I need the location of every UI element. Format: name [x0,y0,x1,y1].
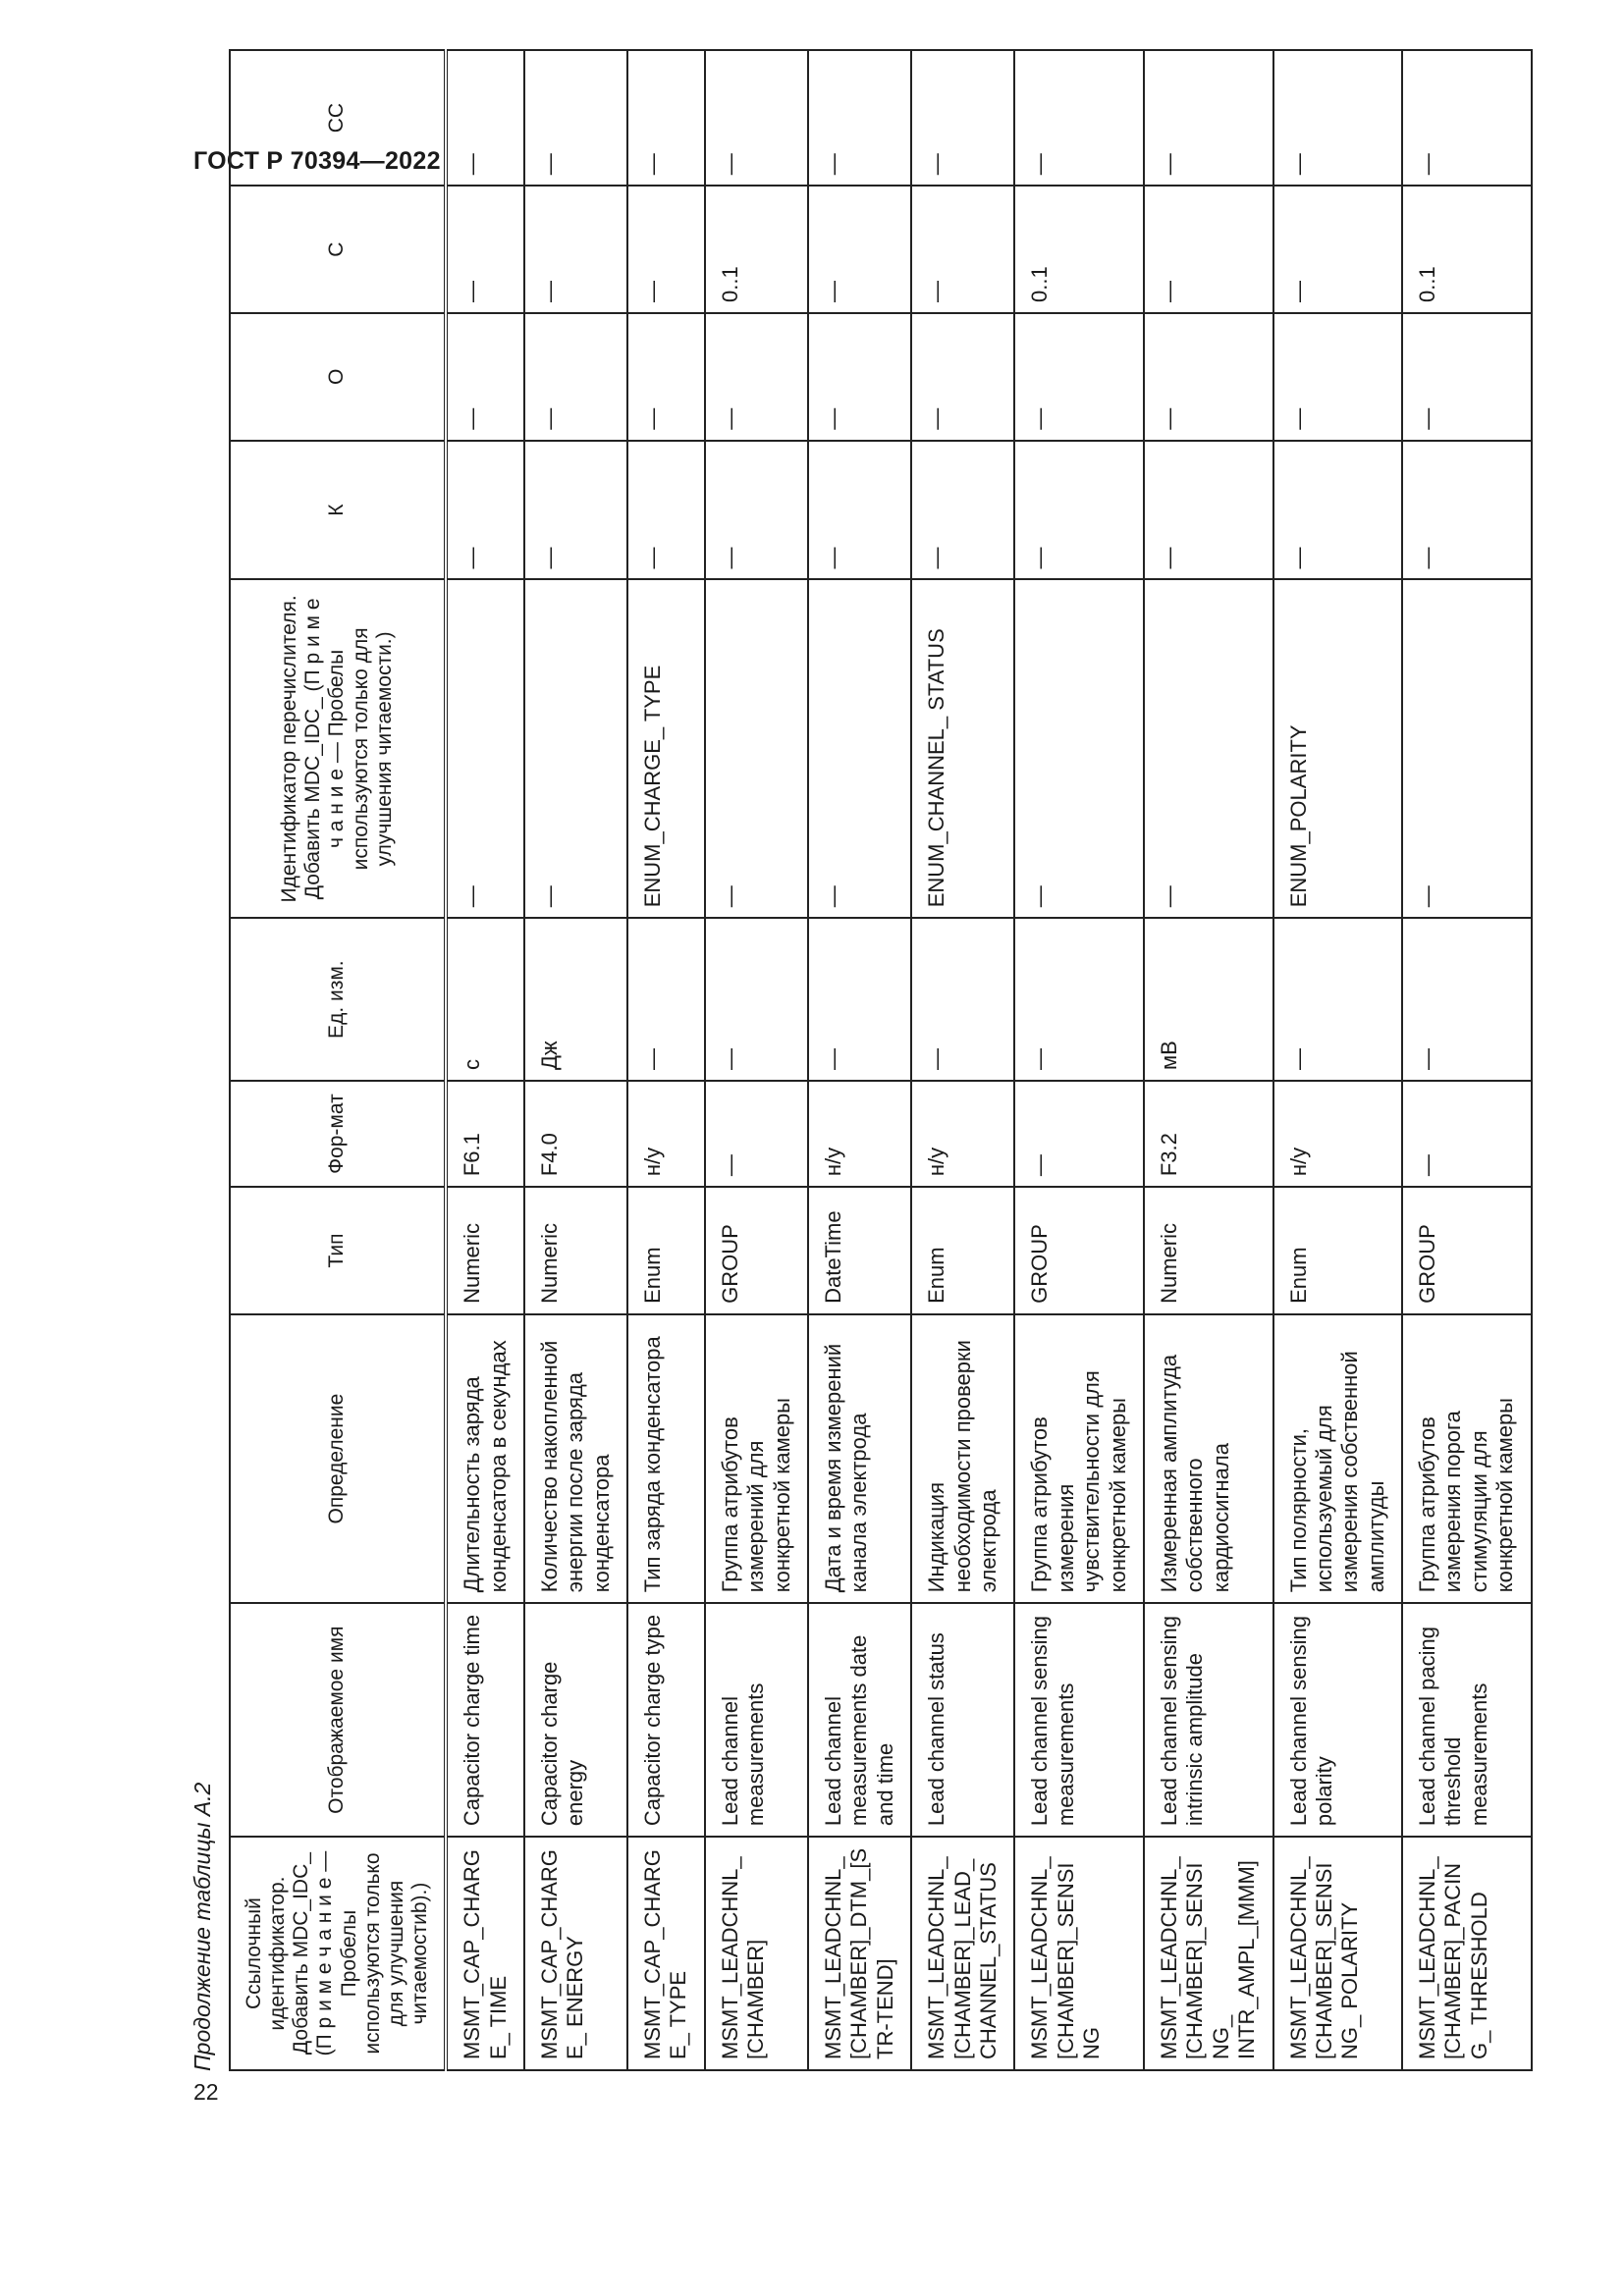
table-row [627,50,705,2070]
cell-format: — [1402,1081,1532,1187]
cell-ref-id: MSMT_LEADCHNL_ [CHAMBER]_SENSING_ POLARITY [1273,1837,1403,2070]
cell-ref-id: MSMT_LEADCHNL_ [CHAMBER]_LEAD_ CHANNEL_STATUS [911,1837,1014,2070]
cell-display-name: Lead channel status [911,1603,1014,1837]
cell-unit: — [911,918,1014,1081]
cell-format: F3.2 [1144,1081,1273,1187]
cell-enum-id: — [808,579,911,918]
cell-type: DateTime [808,1187,911,1314]
header-type: Тип [230,1187,446,1314]
cell-ref-id: MSMT_CAP_CHARGE_ ENERGY [524,1837,627,2070]
table-row [1014,50,1144,2070]
cell-enum-id: — [1144,579,1273,918]
cell-cc: — [1144,50,1273,186]
cell-cc: — [1273,50,1403,186]
cell-o: — [1402,313,1532,441]
cell-format: F4.0 [524,1081,627,1187]
cell-c: — [446,186,524,313]
cell-k: — [1402,441,1532,580]
cell-k: — [911,441,1014,580]
cell-unit: — [1014,918,1144,1081]
cell-display-name: Lead channel sensing polarity [1273,1603,1403,1837]
header-enum-id: Идентификатор перечислителя. Добавить MDC_IDC_ (П р и м е ч а н и е — Пробелы используются только для улучшения читаемости.) [230,579,446,918]
cell-k: — [627,441,705,580]
cell-unit: с [446,918,524,1081]
table-row [1144,50,1273,2070]
cell-c: — [524,186,627,313]
cell-ref-id: MSMT_LEADCHNL_ [CHAMBER]_SENSING_ INTR_AMPL_[MMM] [1144,1837,1273,2070]
cell-ref-id: MSMT_CAP_CHARGE_ TYPE [627,1837,705,2070]
cell-o: — [446,313,524,441]
cell-type: GROUP [1402,1187,1532,1314]
table-row [911,50,1014,2070]
cell-enum-id: — [446,579,524,918]
cell-k: — [446,441,524,580]
table-row [808,50,911,2070]
cell-unit: — [1402,918,1532,1081]
cell-display-name: Lead channel pacing threshold measurements [1402,1603,1532,1837]
cell-ref-id: MSMT_LEADCHNL_ [CHAMBER]_PACING_ THRESHOLD [1402,1837,1532,2070]
header-ref-id: Ссылочный идентификатор. Добавить MDC_IDC_ (П р и м е ч а н и е — Пробелы используются только для улучшения читаемостиb).) [230,1837,446,2070]
cell-o: — [911,313,1014,441]
cell-type: Numeric [1144,1187,1273,1314]
cell-c: — [911,186,1014,313]
header-definition: Определение [230,1314,446,1603]
cell-definition: Группа атрибутов измерений для конкретной камеры [705,1314,808,1603]
cell-k: — [705,441,808,580]
cell-unit: Дж [524,918,627,1081]
cell-format: н/у [911,1081,1014,1187]
table-row [705,50,808,2070]
table-row [524,50,627,2070]
header-unit: Ед. изм. [230,918,446,1081]
cell-display-name: Capacitor charge energy [524,1603,627,1837]
cell-o: — [627,313,705,441]
cell-c: — [1144,186,1273,313]
cell-display-name: Lead channel measurements [705,1603,808,1837]
cell-o: — [1014,313,1144,441]
cell-type: GROUP [705,1187,808,1314]
cell-unit: — [1273,918,1403,1081]
cell-cc: — [446,50,524,186]
cell-definition: Группа атрибутов измерения порога стимуляции для конкретной камеры [1402,1314,1532,1603]
cell-cc: — [808,50,911,186]
rotated-table-block [180,49,1518,2071]
cell-o: — [1144,313,1273,441]
cell-type: Enum [1273,1187,1403,1314]
cell-type: GROUP [1014,1187,1144,1314]
table-caption: Продолжение таблицы А.2 [189,1782,215,2071]
cell-k: — [524,441,627,580]
cell-definition: Индикация необходимости проверки электрода [911,1314,1014,1603]
cell-display-name: Lead channel measurements date and time [808,1603,911,1837]
cell-definition: Дата и время измерений канала электрода [808,1314,911,1603]
cell-display-name: Lead channel sensing measurements [1014,1603,1144,1837]
cell-ref-id: MSMT_LEADCHNL_ [CHAMBER]_SENSING [1014,1837,1144,2070]
data-table [229,49,1533,2071]
cell-format: н/у [808,1081,911,1187]
cell-enum-id: ENUM_CHARGE_ TYPE [627,579,705,918]
table-row [1402,50,1532,2070]
cell-definition: Тип заряда конденсатора [627,1314,705,1603]
cell-enum-id: ENUM_CHANNEL_ STATUS [911,579,1014,918]
cell-ref-id: MSMT_LEADCHNL_ [CHAMBER]_DTM_[STR-TEND] [808,1837,911,2070]
cell-unit: мВ [1144,918,1273,1081]
cell-format: — [705,1081,808,1187]
cell-definition: Группа атрибутов измерения чувствительности для конкретной камеры [1014,1314,1144,1603]
cell-o: — [1273,313,1403,441]
header-c: С [230,186,446,313]
cell-unit: — [627,918,705,1081]
cell-c: — [627,186,705,313]
cell-c: — [808,186,911,313]
cell-cc: — [627,50,705,186]
cell-ref-id: MSMT_CAP_CHARGE_ TIME [446,1837,524,2070]
cell-o: — [705,313,808,441]
cell-c: 0..1 [1014,186,1144,313]
cell-cc: — [911,50,1014,186]
cell-definition: Тип полярности, используемый для измерения собственной амплитуды [1273,1314,1403,1603]
cell-enum-id: — [705,579,808,918]
cell-o: — [524,313,627,441]
cell-definition: Длительность заряда конденсатора в секундах [446,1314,524,1603]
cell-k: — [1144,441,1273,580]
cell-cc: — [1402,50,1532,186]
cell-unit: — [705,918,808,1081]
cell-definition: Измеренная амплитуда собственного кардиосигнала [1144,1314,1273,1603]
cell-format: F6.1 [446,1081,524,1187]
cell-display-name: Lead channel sensing intrinsic amplitude [1144,1603,1273,1837]
standard-header: ГОСТ Р 70394—2022 [193,147,441,175]
header-k: К [230,441,446,580]
cell-type: Numeric [524,1187,627,1314]
table-header-row [230,50,446,2070]
cell-o: — [808,313,911,441]
cell-k: — [808,441,911,580]
cell-definition: Количество накопленной энергии после заряда конденсатора [524,1314,627,1603]
cell-enum-id: — [1402,579,1532,918]
cell-format: — [1014,1081,1144,1187]
cell-c: 0..1 [1402,186,1532,313]
header-cc: СС [230,50,446,186]
cell-k: — [1273,441,1403,580]
cell-k: — [1014,441,1144,580]
cell-display-name: Capacitor charge time [446,1603,524,1837]
header-display-name: Отображаемое имя [230,1603,446,1837]
cell-enum-id: — [1014,579,1144,918]
cell-c: — [1273,186,1403,313]
cell-enum-id: ENUM_POLARITY [1273,579,1403,918]
cell-ref-id: MSMT_LEADCHNL_ [CHAMBER] [705,1837,808,2070]
cell-cc: — [1014,50,1144,186]
cell-type: Enum [627,1187,705,1314]
table-row [446,50,524,2070]
cell-c: 0..1 [705,186,808,313]
page-number: 22 [193,2079,219,2105]
cell-type: Enum [911,1187,1014,1314]
cell-type: Numeric [446,1187,524,1314]
table-row [1273,50,1403,2070]
cell-enum-id: — [524,579,627,918]
cell-cc: — [524,50,627,186]
header-o: О [230,313,446,441]
cell-cc: — [705,50,808,186]
cell-unit: — [808,918,911,1081]
cell-format: н/у [1273,1081,1403,1187]
cell-format: н/у [627,1081,705,1187]
header-format: Фор-мат [230,1081,446,1187]
cell-display-name: Capacitor charge type [627,1603,705,1837]
